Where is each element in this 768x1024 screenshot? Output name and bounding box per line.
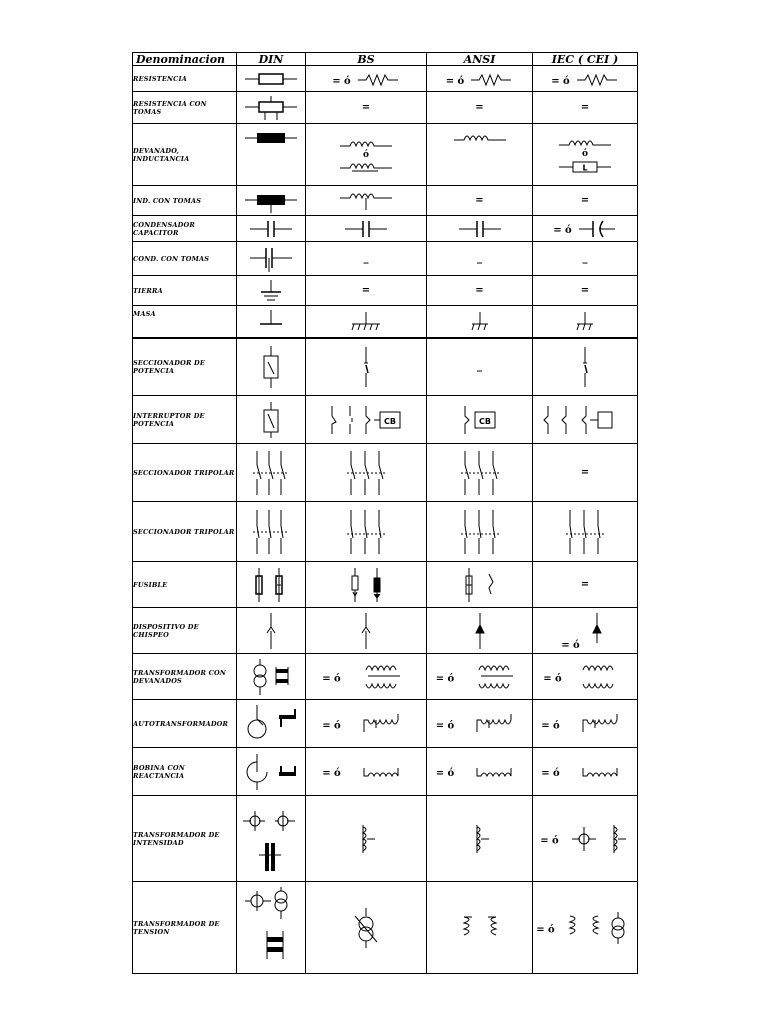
din-disconnector-symbol <box>237 338 306 396</box>
row-masa <box>133 306 638 338</box>
row-label: TIERRA <box>133 276 237 306</box>
iec-equivalence-text: = <box>533 562 638 608</box>
iec-3pole-switch-symbol <box>533 502 638 562</box>
ansi-equivalence-text: = ó <box>435 768 455 780</box>
iec-breaker-symbol <box>533 396 638 444</box>
bs-spark-gap-symbol <box>306 608 427 654</box>
iec-equivalence-text: = ó <box>561 639 580 651</box>
header-denominacion: Denominacion <box>133 53 237 66</box>
iec-equivalence-text: _ <box>533 242 638 276</box>
row-label: AUTOTRANSFORMADOR <box>133 700 237 748</box>
iec-equivalence-text: = ó <box>541 768 560 780</box>
iec-inductor-box-label: L <box>582 163 588 172</box>
iec-equivalence-text: = ó <box>541 720 560 731</box>
bs-or-text: ó <box>362 149 369 160</box>
row-transformador-intensidad <box>133 796 638 882</box>
bs-breaker-symbol <box>306 396 427 444</box>
bs-resistor-symbol <box>306 66 427 92</box>
row-resistencia-tomas <box>133 92 638 124</box>
din-inductor-symbol <box>237 124 306 186</box>
ansi-breaker-symbol <box>427 396 533 444</box>
iec-equivalence-text: = <box>533 92 638 124</box>
iec-equivalence-text: = <box>533 276 638 306</box>
ansi-fuse-symbol <box>427 562 533 608</box>
bs-tapped-inductor-symbol <box>306 186 427 216</box>
bs-autotransformer-symbol <box>306 700 427 748</box>
ansi-3pole-disconnector-symbol <box>427 444 533 502</box>
bs-voltage-transformer-symbol <box>306 882 427 974</box>
row-label: INTERRUPTOR DE POTENCIA <box>133 396 237 444</box>
ansi-equivalence-text: _ <box>427 242 533 276</box>
row-condensador <box>133 216 638 242</box>
ansi-current-transformer-symbol <box>427 796 533 882</box>
bs-equivalence-text: = ó <box>322 768 341 780</box>
iec-capacitor-symbol <box>533 216 638 242</box>
ansi-equivalence-text: = <box>427 92 533 124</box>
header-iec: IEC ( CEI ) <box>533 53 638 66</box>
bs-equivalence-text: = ó <box>322 673 341 684</box>
ansi-equivalence-text: _ <box>427 338 533 396</box>
din-breaker-symbol <box>237 396 306 444</box>
din-voltage-transformer-symbol <box>237 882 306 974</box>
row-label: DISPOSITIVO DE CHISPEO <box>133 608 237 654</box>
iec-equivalence-text: = ó <box>553 225 572 237</box>
din-current-transformer-symbol <box>237 796 306 882</box>
bs-reactor-symbol <box>306 748 427 796</box>
row-label: MASA <box>133 306 237 338</box>
bs-equivalence-text: = <box>306 276 427 306</box>
ansi-equivalence-text: = <box>427 186 533 216</box>
din-chassis-symbol <box>237 306 306 338</box>
row-tierra <box>133 276 638 306</box>
iec-equivalence-text: = <box>533 186 638 216</box>
row-label: TRANSFORMADOR DE TENSION <box>133 882 237 974</box>
header-row <box>133 53 638 66</box>
row-interruptor-potencia <box>133 396 638 444</box>
iec-autotransformer-symbol <box>533 700 638 748</box>
row-label: CONDENSADOR CAPACITOR <box>133 216 237 242</box>
row-label: RESISTENCIA CON TOMAS <box>133 92 237 124</box>
ansi-transformer-symbol <box>427 654 533 700</box>
row-fusible <box>133 562 638 608</box>
ansi-spark-gap-symbol <box>427 608 533 654</box>
bs-disconnector-symbol <box>306 338 427 396</box>
ansi-3pole-switch-symbol <box>427 502 533 562</box>
ansi-equivalence-text: = ó <box>435 720 455 731</box>
row-label: FUSIBLE <box>133 562 237 608</box>
header-bs: BS <box>306 53 427 66</box>
bs-current-transformer-symbol <box>306 796 427 882</box>
din-resistor-symbol <box>237 66 306 92</box>
bs-equivalence-text: = ó <box>332 76 351 87</box>
row-seccionador-tripolar-1 <box>133 444 638 502</box>
header-ansi: ANSI <box>427 53 533 66</box>
din-capacitor-symbol <box>237 216 306 242</box>
ansi-chassis-symbol <box>427 306 533 338</box>
din-transformer-symbol <box>237 654 306 700</box>
din-tapped-capacitor-symbol <box>237 242 306 276</box>
ansi-resistor-symbol <box>427 66 533 92</box>
din-ground-symbol <box>237 276 306 306</box>
din-tapped-inductor-symbol <box>237 186 306 216</box>
row-label: SECCIONADOR DE POTENCIA <box>133 338 237 396</box>
iec-voltage-transformer-symbol <box>533 882 638 974</box>
row-cond-tomas <box>133 242 638 276</box>
row-seccionador-tripolar-2 <box>133 502 638 562</box>
iec-reactor-symbol <box>533 748 638 796</box>
bs-equivalence-text: = <box>306 92 427 124</box>
ansi-equivalence-text: = ó <box>445 76 465 87</box>
row-devanado <box>133 124 638 186</box>
header-din: DIN <box>237 53 306 66</box>
bs-inductor-symbol <box>306 124 427 186</box>
row-seccionador-potencia <box>133 338 638 396</box>
row-label: SECCIONADOR TRIPOLAR <box>133 444 237 502</box>
bs-cb-label: CB <box>384 416 396 426</box>
iec-resistor-symbol <box>533 66 638 92</box>
iec-chassis-symbol <box>533 306 638 338</box>
iec-current-transformer-symbol <box>533 796 638 882</box>
symbols-table <box>132 52 638 974</box>
bs-fuse-symbol <box>306 562 427 608</box>
row-label: IND. CON TOMAS <box>133 186 237 216</box>
bs-chassis-symbol <box>306 306 427 338</box>
bs-3pole-disconnector-symbol <box>306 444 427 502</box>
row-chispeo <box>133 608 638 654</box>
row-label: COND. CON TOMAS <box>133 242 237 276</box>
ansi-inductor-symbol <box>427 124 533 186</box>
iec-equivalence-text: = <box>533 444 638 502</box>
row-label: TRANSFORMADOR CON DEVANADOS <box>133 654 237 700</box>
row-bobina-reactancia <box>133 748 638 796</box>
iec-or-text: ó <box>581 148 588 159</box>
ansi-capacitor-symbol <box>427 216 533 242</box>
row-label: TRANSFORMADOR DE INTENSIDAD <box>133 796 237 882</box>
iec-equivalence-text: = ó <box>536 924 555 935</box>
row-transformador-devanados <box>133 654 638 700</box>
iec-disconnector-symbol <box>533 338 638 396</box>
row-ind-tomas <box>133 186 638 216</box>
row-resistencia <box>133 66 638 92</box>
bs-3pole-switch-symbol <box>306 502 427 562</box>
iec-inductor-symbol <box>533 124 638 186</box>
din-tapped-resistor-symbol <box>237 92 306 124</box>
din-autotransformer-symbol <box>237 700 306 748</box>
iec-equivalence-text: = ó <box>543 673 562 684</box>
row-label: DEVANADO, INDUCTANCIA <box>133 124 237 186</box>
bs-equivalence-text: _ <box>306 242 427 276</box>
bs-transformer-symbol <box>306 654 427 700</box>
row-autotransformador <box>133 700 638 748</box>
din-3pole-disconnector-symbol <box>237 444 306 502</box>
iec-transformer-symbol <box>533 654 638 700</box>
iec-equivalence-text: = ó <box>540 835 559 846</box>
row-transformador-tension <box>133 882 638 974</box>
din-fuse-symbol <box>237 562 306 608</box>
din-spark-gap-symbol <box>237 608 306 654</box>
din-reactor-symbol <box>237 748 306 796</box>
row-label: BOBINA CON REACTANCIA <box>133 748 237 796</box>
bs-equivalence-text: = ó <box>322 720 341 731</box>
row-label: RESISTENCIA <box>133 66 237 92</box>
ansi-autotransformer-symbol <box>427 700 533 748</box>
din-3pole-switch-symbol <box>237 502 306 562</box>
iec-equivalence-text: = ó <box>551 76 570 87</box>
ansi-equivalence-text: = <box>427 276 533 306</box>
ansi-reactor-symbol <box>427 748 533 796</box>
bs-capacitor-symbol <box>306 216 427 242</box>
ansi-voltage-transformer-symbol <box>427 882 533 974</box>
ansi-cb-label: CB <box>478 416 491 426</box>
ansi-equivalence-text: = ó <box>435 673 455 684</box>
iec-spark-gap-symbol <box>533 608 638 654</box>
row-label: SECCIONADOR TRIPOLAR <box>133 502 237 562</box>
